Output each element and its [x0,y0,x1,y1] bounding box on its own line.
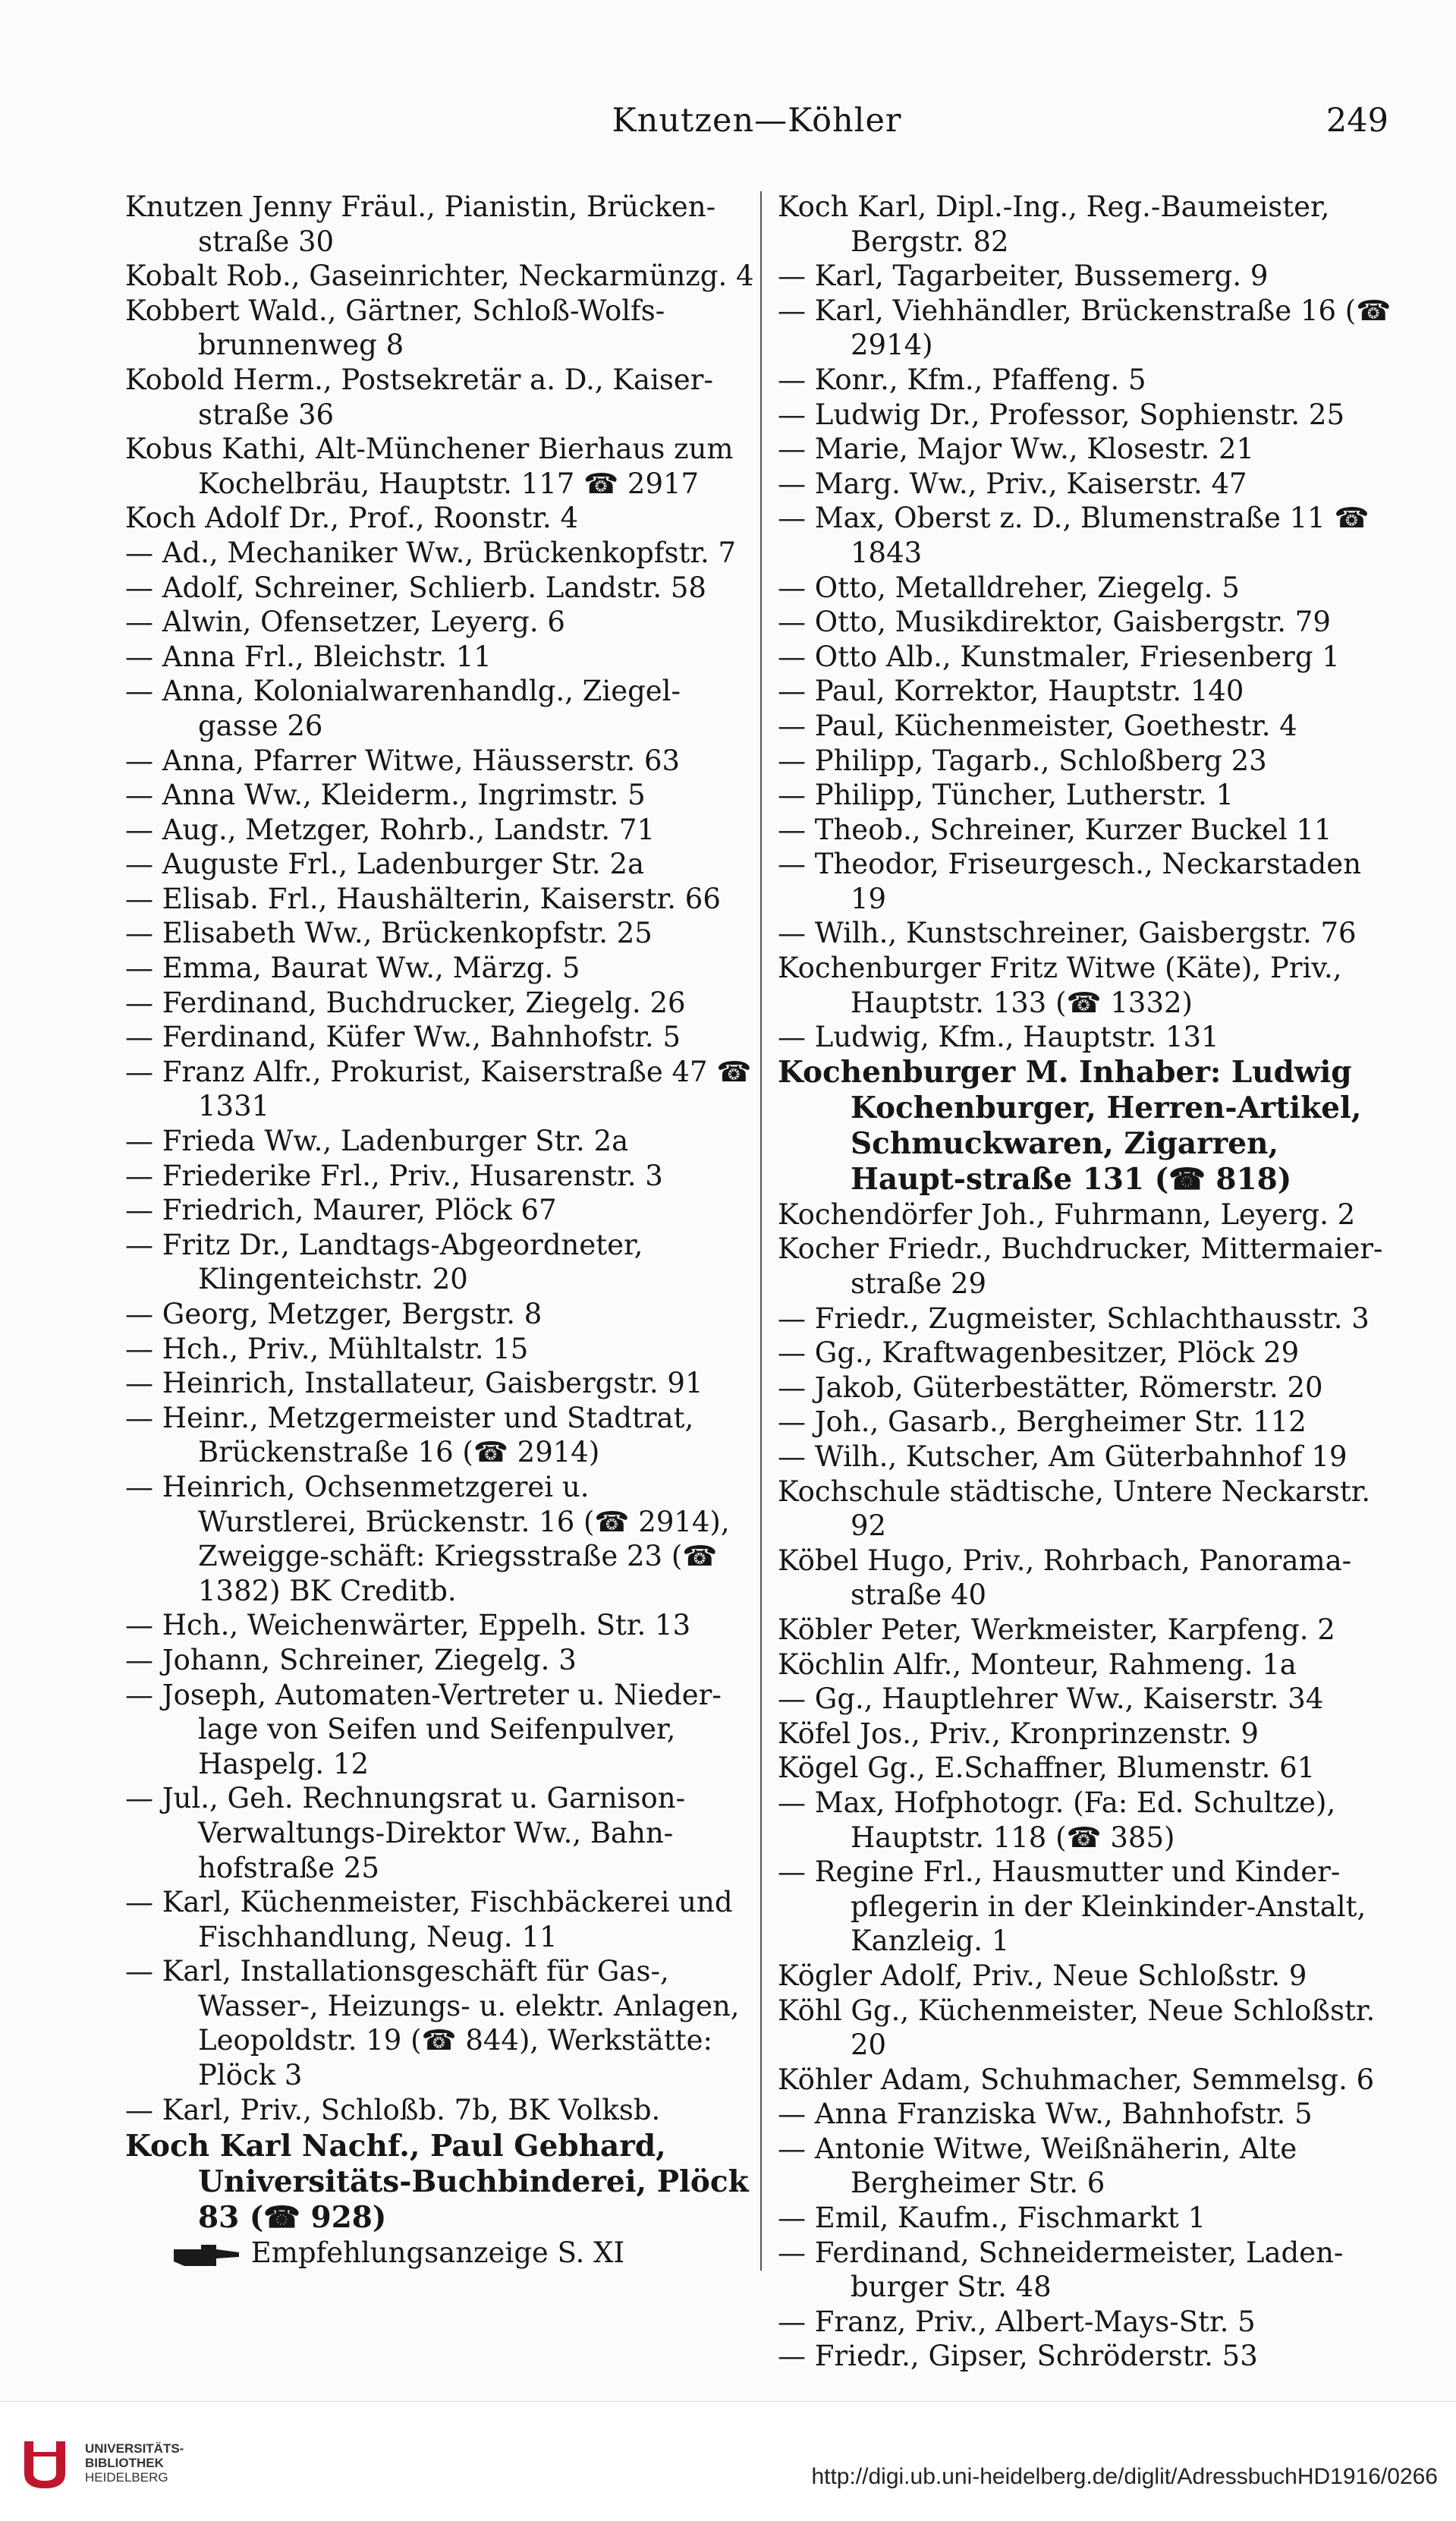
directory-entry: — Wilh., Kunstschreiner, Gaisbergstr. 76 [778,917,1357,950]
directory-entry: — Emil, Kaufm., Fischmarkt 1 [778,2202,1206,2235]
directory-entry: Kögel Gg., E.Schaffner, Blumenstr. 61 [778,1751,1316,1785]
pointing-hand-icon [171,2242,242,2269]
directory-entry: Kögler Adolf, Priv., Neue Schloßstr. 9 [778,1959,1307,1992]
logo-line-3: HEIDELBERG [85,2470,168,2485]
directory-entry: — Karl, Viehhändler, Brückenstraße 16 (☎ 2914) [778,294,1392,362]
directory-entry: — Hch., Weichenwärter, Eppelh. Str. 13 [125,1609,691,1642]
directory-entry: — Aug., Metzger, Rohrb., Landstr. 71 [125,813,655,846]
directory-entry: — Ludwig, Kfm., Hauptstr. 131 [778,1021,1219,1054]
source-url[interactable]: http://digi.ub.uni-heidelberg.de/diglit/AdressbuchHD1916/0266 [811,2464,1438,2489]
directory-entry: — Ferdinand, Küfer Ww., Bahnhofstr. 5 [125,1021,681,1054]
directory-entry: — Ludwig Dr., Professor, Sophienstr. 25 [778,398,1344,431]
directory-entry: — Anna Frl., Bleichstr. 11 [125,640,492,673]
directory-entry: — Auguste Frl., Ladenburger Str. 2a [125,848,645,881]
directory-entry: Köbler Peter, Werkmeister, Karpfeng. 2 [778,1613,1335,1646]
directory-entry: Koch Adolf Dr., Prof., Roonstr. 4 [125,502,579,535]
directory-entry: — Franz, Priv., Albert-Mays-Str. 5 [778,2305,1256,2338]
directory-entry: — Heinrich, Ochsenmetzgerei u. Wurstlerei, Brückenstr. 16 (☎ 2914), Zweigge-schäft: Kriegsstraße 23 (☎ 1382) BK Creditb. [125,1470,730,1607]
page-number: 249 [1325,102,1388,140]
directory-entry: Köchlin Alfr., Monteur, Rahmeng. 1a [778,1648,1297,1681]
directory-entry: Köfel Jos., Priv., Kronprinzenstr. 9 [778,1717,1259,1750]
page-title: Knutzen—Köhler [612,102,902,140]
right-entries-list-2 [778,1198,1396,2374]
directory-entry: — Ferdinand, Schneidermeister, Laden-burger Str. 48 [778,2236,1344,2304]
directory-entry: — Theob., Schreiner, Kurzer Buckel 11 [778,813,1332,846]
directory-entry: — Max, Oberst z. D., Blumenstraße 11 ☎ 1843 [778,502,1370,569]
directory-entry: — Philipp, Tüncher, Lutherstr. 1 [778,779,1234,812]
logo-line-1: UNIVERSITÄTS- [85,2441,184,2456]
directory-entry: — Elisab. Frl., Haushälterin, Kaiserstr. 66 [125,882,721,915]
directory-entry: — Anna, Kolonialwarenhandlg., Ziegel-gasse 26 [125,675,681,742]
column-divider [760,191,762,2271]
directory-entry: — Konr., Kfm., Pfaffeng. 5 [778,363,1146,396]
left-entries-list [125,190,755,2127]
directory-entry: — Fritz Dr., Landtags-Abgeordneter, Klingenteichstr. 20 [125,1228,643,1296]
directory-entry: — Philipp, Tagarb., Schloßberg 23 [778,744,1267,777]
directory-entry: — Karl, Küchenmeister, Fischbäckerei und Fischhandlung, Neug. 11 [125,1886,733,1953]
directory-entry: — Otto Alb., Kunstmaler, Friesenberg 1 [778,640,1340,673]
directory-entry: — Karl, Installationsgeschäft für Gas-, Wasser-, Heizungs- u. elektr. Anlagen, Leopoldstr. 19 (☎ 844), Werkstätte: Plöck 3 [125,1955,740,2092]
directory-entry: Köhler Adam, Schuhmacher, Semmelsg. 6 [778,2063,1375,2096]
directory-entry: — Ad., Mechaniker Ww., Brückenkopfstr. 7 [125,536,737,569]
directory-entry: — Alwin, Ofensetzer, Leyerg. 6 [125,606,565,639]
directory-entry: — Friedr., Gipser, Schröderstr. 53 [778,2340,1258,2373]
directory-entry: — Antonie Witwe, Weißnäherin, Alte Bergheimer Str. 6 [778,2132,1297,2200]
directory-entry: — Marie, Major Ww., Klosestr. 21 [778,433,1255,466]
directory-entry: — Ferdinand, Buchdrucker, Ziegelg. 26 [125,986,686,1019]
right-entries-list [778,190,1396,1055]
directory-entry: — Heinrich, Installateur, Gaisbergstr. 91 [125,1367,703,1400]
directory-entry: — Elisabeth Ww., Brückenkopfstr. 25 [125,917,653,950]
advertisement-note [125,2236,755,2271]
directory-entry: — Otto, Musikdirektor, Gaisbergstr. 79 [778,606,1331,639]
directory-entry: Köhl Gg., Küchenmeister, Neue Schloßstr. 20 [778,1994,1376,2062]
directory-entry: — Friedrich, Maurer, Plöck 67 [125,1194,557,1227]
directory-entry: — Jul., Geh. Rechnungsrat u. Garnison-Verwaltungs-Direktor Ww., Bahn-hofstraße 25 [125,1782,686,1884]
advertisement-note-text: Empfehlungsanzeige S. XI [250,2236,625,2270]
directory-entry: — Marg. Ww., Priv., Kaiserstr. 47 [778,467,1247,500]
directory-entry: — Georg, Metzger, Bergstr. 8 [125,1298,542,1330]
logo-text [85,2441,184,2485]
right-column [778,190,1396,2374]
directory-entry: — Paul, Küchenmeister, Goethestr. 4 [778,709,1297,742]
directory-entry: — Emma, Baurat Ww., Märzg. 5 [125,952,580,985]
directory-entry: — Joseph, Automaten-Vertreter u. Nieder-lage von Seifen und Seifenpulver, Haspelg. 12 [125,1678,722,1780]
directory-entry: — Paul, Korrektor, Hauptstr. 140 [778,675,1244,708]
left-column [125,190,755,2271]
directory-entry: — Heinr., Metzgermeister und Stadtrat, Brückenstraße 16 (☎ 2914) [125,1401,694,1469]
directory-entry: — Friedr., Zugmeister, Schlachthausstr. 3 [778,1301,1370,1335]
directory-entry: Kobus Kathi, Alt-Münchener Bierhaus zum Kochelbräu, Hauptstr. 117 ☎ 2917 [125,433,734,500]
directory-entry: Kochschule städtische, Untere Neckarstr. 92 [778,1475,1371,1543]
directory-entry: — Gg., Hauptlehrer Ww., Kaiserstr. 34 [778,1682,1324,1716]
directory-entry: — Anna, Pfarrer Witwe, Häusserstr. 63 [125,744,681,777]
directory-entry: — Gg., Kraftwagenbesitzer, Plöck 29 [778,1336,1300,1370]
page-header [125,96,1388,141]
directory-entry: — Otto, Metalldreher, Ziegelg. 5 [778,571,1240,604]
directory-entry: — Joh., Gasarb., Bergheimer Str. 112 [778,1405,1307,1439]
advertisement-koch-buchbinderei: Koch Karl Nachf., Paul Gebhard, Universitäts-Buchbinderei, Plöck 83 (☎ 928) [125,2129,749,2236]
directory-entry: — Jakob, Güterbestätter, Römerstr. 20 [778,1371,1323,1404]
directory-entry: Köbel Hugo, Priv., Rohrbach, Panorama-straße 40 [778,1544,1352,1612]
advertisement-kochenburger: Kochenburger M. Inhaber: Ludwig Kochenburger, Herren-Artikel, Schmuckwaren, Zigarren, Haupt-straße 131 (☎ 818) [778,1054,1362,1197]
directory-entry: — Theodor, Friseurgesch., Neckarstaden 19 [778,848,1362,915]
directory-entry: — Karl, Priv., Schloßb. 7b, BK Volksb. [125,2093,661,2126]
directory-entry: — Franz Alfr., Prokurist, Kaiserstraße 47 ☎ 1331 [125,1055,752,1123]
directory-entry: — Wilh., Kutscher, Am Güterbahnhof 19 [778,1440,1348,1473]
directory-entry: — Regine Frl., Hausmutter und Kinder-pflegerin in der Kleinkinder-Anstalt, Kanzleig. 1 [778,1855,1366,1958]
directory-entry: — Max, Hofphotogr. (Fa: Ed. Schultze), Hauptstr. 118 (☎ 385) [778,1786,1336,1854]
directory-entry: — Hch., Priv., Mühltalstr. 15 [125,1332,529,1365]
logo-line-2: BIBLIOTHEK [85,2456,164,2470]
directory-entry: — Frieda Ww., Ladenburger Str. 2a [125,1125,629,1158]
footer-bar [0,2401,1456,2521]
directory-entry: — Anna Ww., Kleiderm., Ingrimstr. 5 [125,779,646,812]
directory-entry: Kobalt Rob., Gaseinrichter, Neckarmünzg. 4 [125,260,754,293]
directory-entry: Kochenburger Fritz Witwe (Käte), Priv., Hauptstr. 133 (☎ 1332) [778,952,1342,1019]
directory-entry: — Johann, Schreiner, Ziegelg. 3 [125,1643,577,1676]
directory-entry: Koch Karl, Dipl.-Ing., Reg.-Baumeister, Bergstr. 82 [778,190,1330,258]
directory-entry: Kobbert Wald., Gärtner, Schloß-Wolfs-brunnenweg 8 [125,294,665,362]
university-library-logo-icon [14,2434,76,2496]
directory-entry: Kobold Herm., Postsekretär a. D., Kaiser-straße 36 [125,363,713,431]
directory-entry: — Friederike Frl., Priv., Husarenstr. 3 [125,1159,663,1192]
directory-entry: — Adolf, Schreiner, Schlierb. Landstr. 58 [125,571,706,604]
directory-entry: Knutzen Jenny Fräul., Pianistin, Brücken-straße 30 [125,190,716,258]
directory-entry: — Karl, Tagarbeiter, Bussemerg. 9 [778,260,1269,293]
directory-entry: Kocher Friedr., Buchdrucker, Mittermaier-straße 29 [778,1232,1383,1301]
directory-entry: — Anna Franziska Ww., Bahnhofstr. 5 [778,2098,1313,2131]
directory-entry: Kochendörfer Joh., Fuhrmann, Leyerg. 2 [778,1198,1356,1231]
